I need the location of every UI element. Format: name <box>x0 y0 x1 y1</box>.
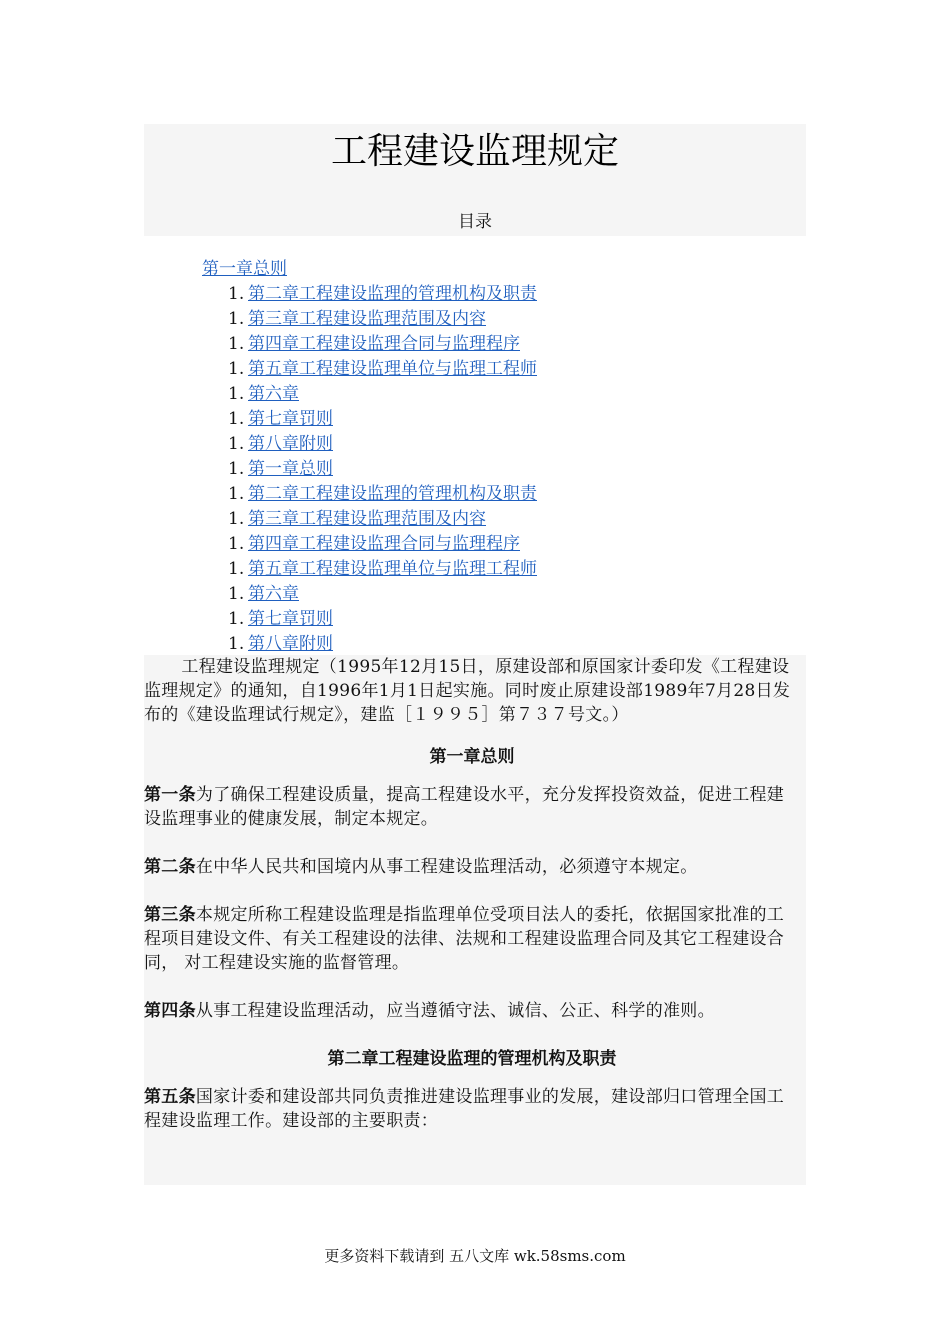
toc-link[interactable]: 第二章工程建设监理的管理机构及职责 <box>248 484 537 504</box>
toc-item <box>228 432 537 457</box>
toc-item <box>228 307 537 332</box>
toc-link[interactable]: 第八章附则 <box>248 634 333 654</box>
toc-item <box>228 532 537 557</box>
toc-item <box>228 282 537 307</box>
toc-item <box>228 332 537 357</box>
toc-item-number: 1. <box>228 634 245 654</box>
toc-link[interactable]: 第四章工程建设监理合同与监理程序 <box>248 534 520 554</box>
article-paragraph <box>144 783 800 831</box>
toc-item <box>228 407 537 432</box>
toc-link[interactable]: 第八章附则 <box>248 434 333 454</box>
chapter-heading: 第一章总则 <box>429 747 515 767</box>
article-paragraph <box>144 855 800 879</box>
article-text: 在中华人民共和国境内从事工程建设监理活动，必须遵守本规定。 <box>195 857 698 877</box>
toc-heading: 目录 <box>458 212 492 232</box>
article-paragraph <box>144 903 800 975</box>
article-number: 第一条 <box>144 785 196 805</box>
toc-item <box>228 557 537 582</box>
chapter-articles <box>144 1085 800 1133</box>
toc-item-number: 1. <box>228 309 245 329</box>
toc-item-number: 1. <box>228 509 245 529</box>
toc-item-number: 1. <box>228 409 245 429</box>
toc-link[interactable]: 第二章工程建设监理的管理机构及职责 <box>248 284 537 304</box>
article-text: 为了确保工程建设质量，提高工程建设水平，充分发挥投资效益，促进工程建设监理事业的健康发展，制定本规定。 <box>144 785 785 829</box>
toc-item <box>228 382 537 407</box>
toc-item-number: 1. <box>228 334 245 354</box>
toc-link[interactable]: 第六章 <box>248 384 299 404</box>
toc-link[interactable]: 第五章工程建设监理单位与监理工程师 <box>248 359 537 379</box>
toc-item-number: 1. <box>228 434 245 454</box>
article-text: 本规定所称工程建设监理是指监理单位受项目法人的委托，依据国家批准的工程项目建设文件、有关工程建设的法律、法规和工程建设监理合同及其它工程建设合同， 对工程建设实施的监督管理。 <box>144 905 785 973</box>
toc-link[interactable]: 第三章工程建设监理范围及内容 <box>248 509 486 529</box>
document-title: 工程建设监理规定 <box>330 131 619 172</box>
toc-link[interactable]: 第五章工程建设监理单位与监理工程师 <box>248 559 537 579</box>
toc-item-number: 1. <box>228 584 245 604</box>
toc-item-number: 1. <box>228 384 245 404</box>
toc-item <box>228 507 537 532</box>
article-paragraph <box>144 999 800 1023</box>
toc-link[interactable]: 第一章总则 <box>248 459 333 479</box>
article-paragraph <box>144 1085 800 1133</box>
intro-paragraph: 工程建设监理规定（1995年12月15日，原建设部和原国家计委印发《工程建设监理规定》的通知，自1996年1月1日起实施。同时废止原建设部1989年7月28日发布的《建设监理试行规定》，建监［１９９５］第７３７号文。） <box>144 657 791 725</box>
toc-item-number: 1. <box>228 359 245 379</box>
toc-item-number: 1. <box>228 609 245 629</box>
article-text: 从事工程建设监理活动，应当遵循守法、诚信、公正、科学的准则。 <box>195 1001 715 1021</box>
toc-item <box>228 357 537 382</box>
toc-item-number: 1. <box>228 459 245 479</box>
toc-link[interactable]: 第七章罚则 <box>248 609 333 629</box>
toc-item-number: 1. <box>228 284 245 304</box>
chapter-articles <box>144 783 800 1023</box>
article-number: 第三条 <box>144 905 196 925</box>
table-of-contents <box>228 282 537 657</box>
article-text: 国家计委和建设部共同负责推进建设监理事业的发展，建设部归口管理全国工程建设监理工作。建设部的主要职责： <box>144 1087 785 1131</box>
toc-link[interactable]: 第三章工程建设监理范围及内容 <box>248 309 486 329</box>
toc-item <box>228 482 537 507</box>
toc-item <box>228 457 537 482</box>
chapter-heading: 第二章工程建设监理的管理机构及职责 <box>327 1049 617 1069</box>
footer-note: 更多资料下载请到 五八文库 wk.58sms.com <box>324 1247 626 1265</box>
toc-link[interactable]: 第六章 <box>248 584 299 604</box>
toc-link[interactable]: 第四章工程建设监理合同与监理程序 <box>248 334 520 354</box>
article-number: 第五条 <box>144 1087 196 1107</box>
article-number: 第二条 <box>144 857 196 877</box>
toc-item-number: 1. <box>228 559 245 579</box>
toc-item-number: 1. <box>228 484 245 504</box>
toc-link[interactable]: 第七章罚则 <box>248 409 333 429</box>
toc-link-first[interactable]: 第一章总则 <box>202 259 287 279</box>
toc-item <box>228 607 537 632</box>
toc-item-number: 1. <box>228 534 245 554</box>
article-number: 第四条 <box>144 1001 196 1021</box>
document-body <box>144 655 800 1157</box>
toc-item <box>228 582 537 607</box>
toc-item <box>228 632 537 657</box>
